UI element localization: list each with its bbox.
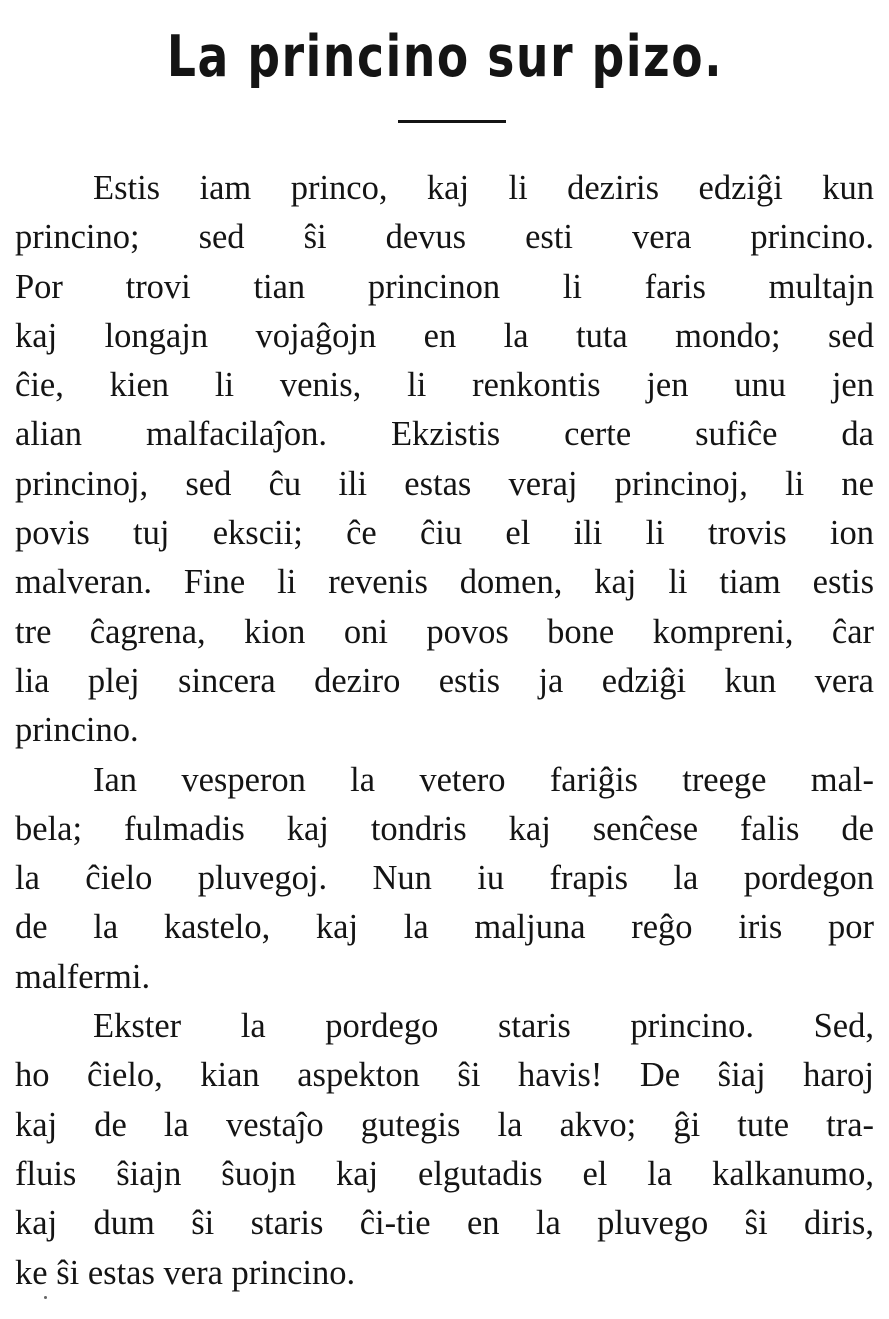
text-line: Estis iam princo, kaj li deziris edziĝi kun [93,169,874,207]
text-line: princino; sed ŝi devus esti vera princino. [15,218,874,257]
text-line: kaj de la vestaĵo gutegis la akvo; ĝi tute tra- [15,1105,874,1144]
paragraph-3 [15,1002,874,1298]
text-line: Ian vesperon la vetero fariĝis treege mal- [93,760,874,799]
text-line: princino. [15,711,139,750]
title-divider [398,120,506,123]
text-line: princinoj, sed ĉu ili estas veraj princinoj, li ne [15,464,874,503]
text-line: lia plej sincera deziro estis ja edziĝi kun vera [15,661,874,700]
text-line: fluis ŝiajn ŝuojn kaj elgutadis el la kalkanumo, [15,1154,874,1193]
text-line: ho ĉielo, kian aspekton ŝi havis! De ŝiaj haroj [15,1056,874,1095]
text-line: kaj longajn vojaĝojn en la tuta mondo; sed [15,316,874,355]
text-line: malveran. Fine li revenis domen, kaj li tiam estis [15,563,874,602]
paragraph-1 [15,164,874,756]
paragraph-2 [15,756,874,1002]
print-speck [44,1296,47,1299]
text-line: bela; fulmadis kaj tondris kaj senĉese falis de [15,809,874,848]
text-line: alian malfacilaĵon. Ekzistis certe sufiĉe da [15,415,874,454]
text-line: de la kastelo, kaj la maljuna reĝo iris por [15,908,874,947]
text-line: la ĉielo pluvegoj. Nun iu frapis la pordegon [15,859,874,898]
text-line: tre ĉagrena, kion oni povos bone kompreni, ĉar [15,612,874,651]
story-body [15,164,874,1298]
text-line: ĉie, kien li venis, li renkontis jen unu jen [15,366,874,405]
text-line: Ekster la pordego staris princino. Sed, [93,1007,874,1046]
text-line: malfermi. [15,957,151,996]
text-line: kaj dum ŝi staris ĉi-tie en la pluvego ŝi diris, [15,1204,874,1243]
story-title: La princino sur pizo. [166,24,724,90]
text-line: ke ŝi estas vera princino. [15,1253,356,1292]
text-line: povis tuj ekscii; ĉe ĉiu el ili li trovis ion [15,514,874,553]
text-line: Por trovi tian princinon li faris multajn [15,267,874,306]
